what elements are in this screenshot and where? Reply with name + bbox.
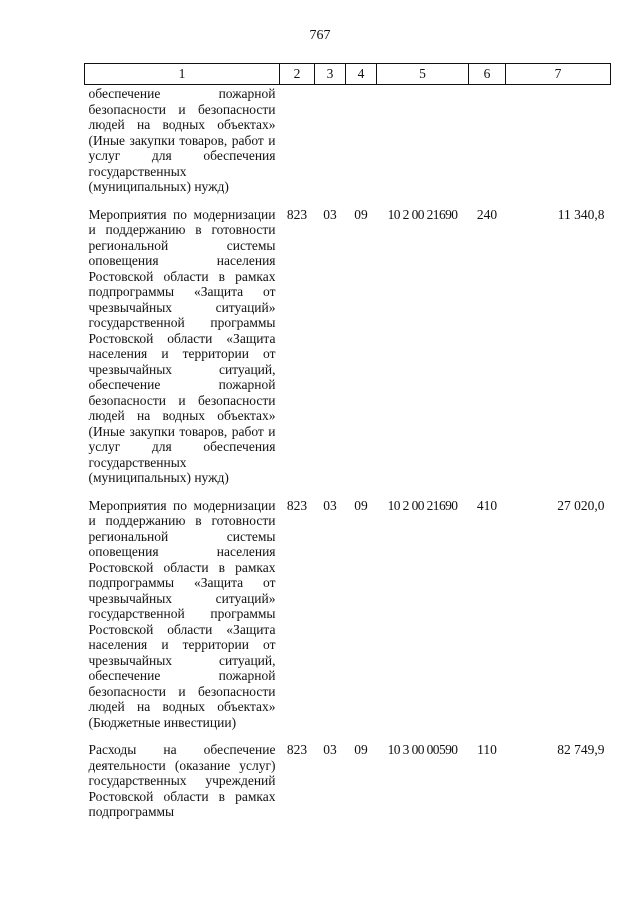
row-description: обеспечение пожарной безопасности и безопасности людей на водных объектах» (Иные закупки товаров, работ и услуг для обеспечения государственных (муниципальных) нужд) xyxy=(88,86,276,194)
row-section-code: 03 xyxy=(323,206,337,222)
budget-table xyxy=(84,63,611,824)
row-subsection-code: 09 xyxy=(354,497,368,513)
row-subsection-code: 09 xyxy=(354,742,368,757)
row-description: Мероприятия по модернизации и поддержанию в готовности региональной системы оповещения населения Ростовской области в рамках подпрограммы «Защита от чрезвычайных ситуаций» государственной программы Ростовской области «Защита населения и территории от чрезвычайных ситуаций, обеспечение пожарной безопасности и безопасности людей на водных объектах» (Иные закупки товаров, работ и услуг для обеспечения государственных (муниципальных) нужд) xyxy=(88,206,276,485)
row-target-article xyxy=(377,85,469,199)
column-header-2: 2 xyxy=(280,64,315,85)
row-ministry-code: 823 xyxy=(286,742,308,757)
page-number: 767 xyxy=(309,28,331,43)
table-row xyxy=(85,85,611,199)
column-header-7: 7 xyxy=(506,64,611,85)
row-expense-type: 110 xyxy=(477,742,497,757)
table-row xyxy=(85,199,611,490)
row-section-code xyxy=(315,85,346,199)
row-amount xyxy=(506,85,611,199)
row-ministry-code: 823 xyxy=(286,206,308,222)
row-section-code: 03 xyxy=(323,742,337,757)
row-description-cell xyxy=(85,734,280,824)
column-header-5: 5 xyxy=(377,64,469,85)
row-amount: 82 749,9 xyxy=(557,742,605,757)
row-ministry-code xyxy=(280,85,315,199)
column-header-1: 1 xyxy=(85,64,280,85)
table-row xyxy=(85,490,611,735)
row-expense-type: 240 xyxy=(476,206,498,222)
row-ministry-code: 823 xyxy=(286,497,308,513)
table-row xyxy=(85,734,611,824)
row-amount: 27 020,0 xyxy=(557,497,605,513)
row-description-cell xyxy=(85,490,280,735)
column-header-6: 6 xyxy=(469,64,506,85)
column-header-3: 3 xyxy=(315,64,346,85)
row-expense-type xyxy=(469,85,506,199)
row-subsection-code xyxy=(346,85,377,199)
row-target-article: 10 2 00 21690 xyxy=(387,206,458,222)
row-subsection-code: 09 xyxy=(354,206,368,222)
row-description-cell xyxy=(85,199,280,490)
table-header-row xyxy=(85,64,611,85)
row-description: Мероприятия по модернизации и поддержанию в готовности региональной системы оповещения населения Ростовской области в рамках подпрограммы «Защита от чрезвычайных ситуаций» государственной программы Ростовской области «Защита населения и территории от чрезвычайных ситуаций, обеспечение пожарной безопасности и безопасности людей на водных объектах» (Бюджетные инвестиции) xyxy=(88,497,276,730)
row-amount: 11 340,8 xyxy=(557,206,605,222)
row-section-code: 03 xyxy=(323,497,337,513)
row-target-article: 10 3 00 00590 xyxy=(387,742,458,757)
row-target-article: 10 2 00 21690 xyxy=(387,497,458,513)
row-description: Расходы на обеспечение деятельности (оказание услуг) государственных учреждений Ростовской области в рамках подпрограммы xyxy=(88,742,276,819)
row-expense-type: 410 xyxy=(476,497,498,513)
column-header-4: 4 xyxy=(346,64,377,85)
row-description-cell xyxy=(85,85,280,199)
